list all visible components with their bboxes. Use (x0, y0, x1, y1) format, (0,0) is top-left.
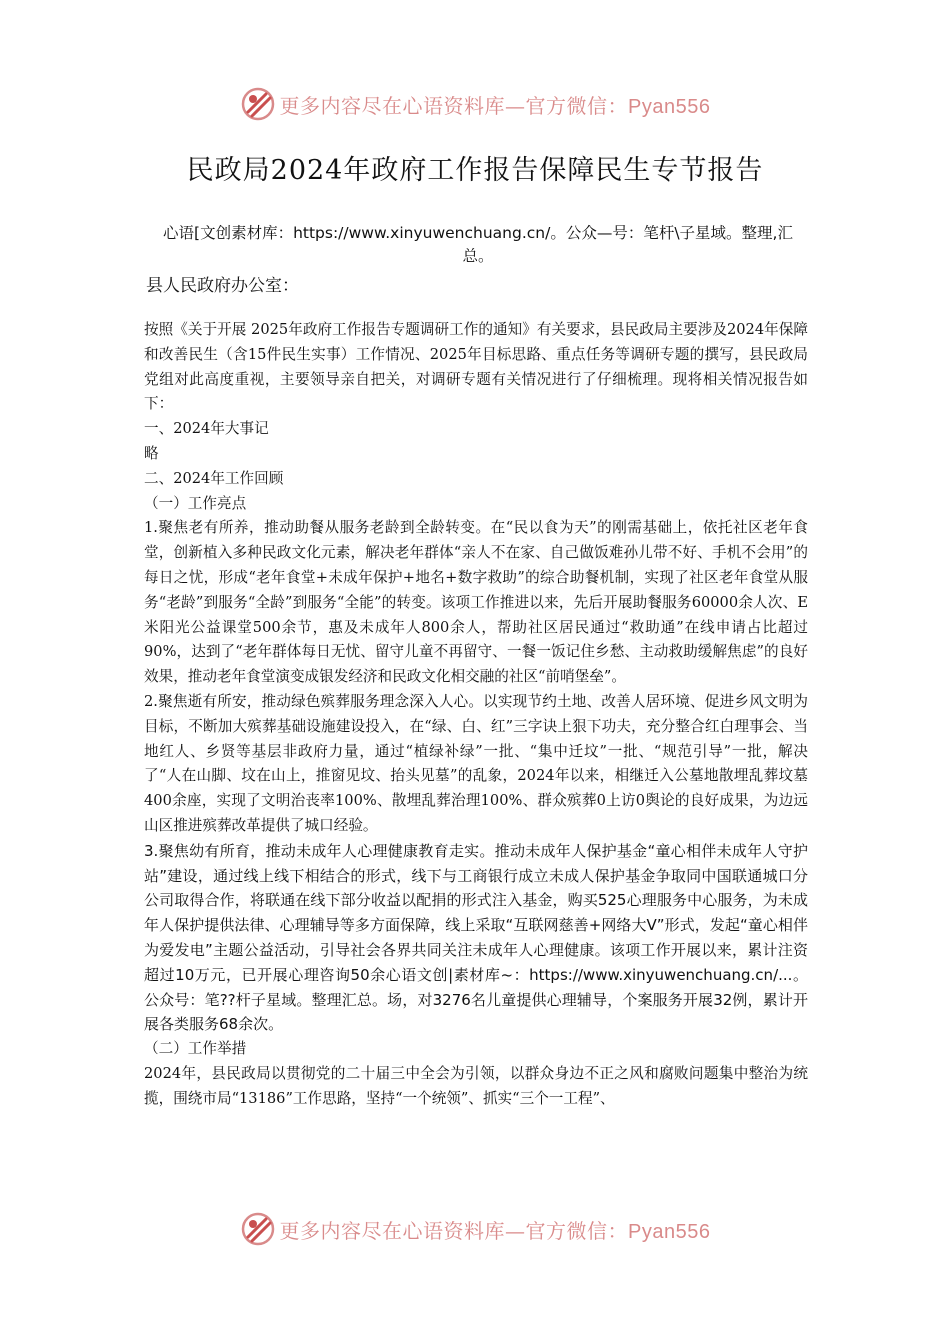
salutation: 县人民政府办公室： (146, 276, 299, 296)
section-heading: 二、2024年工作回顾 (144, 469, 284, 487)
subsection-heading: （二）工作举措 (144, 1040, 247, 1058)
body-paragraph: 略 (144, 444, 159, 462)
watermark-text: 更多内容尽在心语资料库—官方微信：Pyan556 (279, 1218, 711, 1243)
body-paragraph: 2024年，县民政局以贯彻党的二十届三中全会为引领，以群众身边不正之风和腐败问题集中整治为统揽，围绕市局“13186”工作思路，坚持“一个统领”、抓实“三个一工程”、 (144, 1064, 808, 1107)
body-paragraph: 2.聚焦逝有所安，推动绿色殡葬服务理念深入人心。以实现节约土地、改善人居环境、促进乡风文明为目标，不断加大殡葬基础设施建设投入，在“绿、白、红”三字诀上狠下功夫，充分整合红白理事会、当地红人、乡贤等基层非政府力量，通过“植绿补绿”一批、“集中迁坟”一批、“规范引导”一批，解决了“人在山脚、坟在山上，推窗见坟、抬头见墓”的乱象，2024年以来，相继迁入公墓地散埋乱葬坟墓400余座，实现了文明治丧率100%、散埋乱葬治理100%、群众殡葬0上访0舆论的良好成果，为边远山区推进殡葬改革提供了城口经验。 (144, 692, 808, 834)
watermark-text: 更多内容尽在心语资料库—官方微信：Pyan556 (279, 93, 711, 118)
intro-paragraph: 按照《关于开展 2025年政府工作报告专题调研工作的通知》有关要求，县民政局主要涉及2024年保障和改善民生（含15件民生实事）工作情况、2025年目标思路、重点任务等调研专题的撰写，县民政局党组对此高度重视，主要领导亲自把关，对调研专题有关情况进行了仔细梳理。现将相关情况报告如下： (144, 321, 808, 413)
subsection-heading: （一）工作亮点 (144, 494, 247, 512)
source-line: 心语[文创素材库：https://www.xinyuwenchuang.cn/。公众—号：笔杆\子星域。整理,汇总。 (163, 224, 793, 265)
document-body (144, 318, 808, 1112)
header-watermark-banner (0, 82, 950, 126)
logo-icon (240, 86, 276, 122)
body-paragraph: 1.聚焦老有所养，推动助餐从服务老龄到全龄转变。在“民以食为天”的刚需基础上，依托社区老年食堂，创新植入多种民政文化元素，解决老年群体“亲人不在家、自己做饭难孙儿带不好、手机不会用”的每日之忧，形成“老年食堂+未成年保护+地名+数字救助”的综合助餐机制，实现了社区老年食堂从服务“老龄”到服务“全龄”到服务“全能”的转变。该项工作推进以来，先后开展助餐服务60000余人次、E米阳光公益课堂500余节，惠及未成年人800余人，帮助社区居民通过“救助通”在线申请占比超过90%，达到了“老年群体每日无忧、留守儿童不再留守、一餐一饭记住乡愁、主动救助缓解焦虑”的良好效果，推动老年食堂演变成银发经济和民政文化相交融的社区“前哨堡垒”。 (144, 519, 808, 686)
body-paragraph: 3.聚焦幼有所育，推动未成年人心理健康教育走实。推动未成年人保护基金“童心相伴未成年人守护站”建设，通过线上线下相结合的形式，线下与工商银行成立未成人保护基金争取同中国联通城口分公司取得合作，将联通在线下部分收益以配捐的形式注入基金，购买525心理服务中心服务，为未成年人保护提供法律、心理辅导等多方面保障，线上采取“互联网慈善+网络大V”形式，发起“童心相伴为爱发电”主题公益活动，引导社会各界共同关注未成年人心理健康。该项工作开展以来，累计注资超过10万元，已开展心理咨询50余心语文创|素材库~：https://www.xinyuwenchuang.cn/...。公众号：笔??杆子星域。整理汇总。场，对3276名儿童提供心理辅导，个案服务开展32例，累计开展各类服务68余次。 (144, 841, 808, 1034)
document-title: 民政局2024年政府工作报告保障民生专节报告 (186, 155, 764, 186)
logo-icon (240, 1211, 276, 1247)
footer-watermark-banner (0, 1207, 950, 1251)
section-heading: 一、2024年大事记 (144, 420, 269, 438)
